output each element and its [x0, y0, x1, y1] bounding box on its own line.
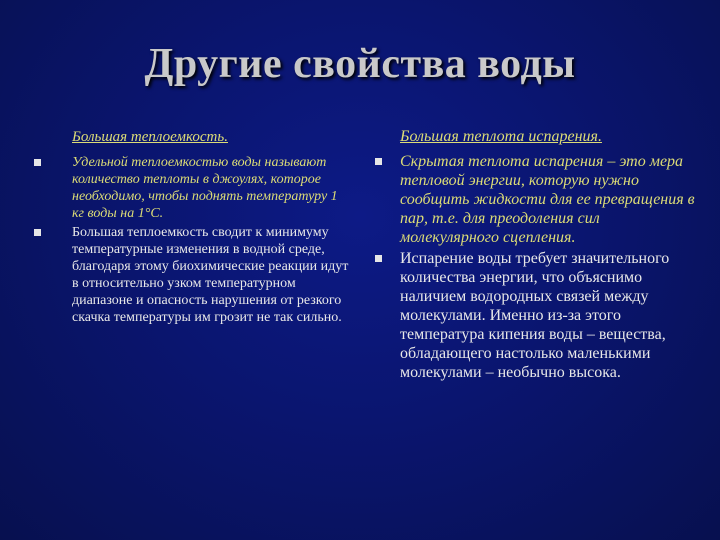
bullet-text: Удельной теплоемкостью воды называют количество теплоты в джоулях, которое необходимо, чтобы поднять температуру 1 кг воды на 1°С.: [72, 155, 338, 221]
list-item: [360, 249, 720, 382]
list-item: [0, 154, 360, 222]
bullet-icon: [375, 158, 382, 165]
bullet-icon: [375, 255, 382, 262]
left-subheading: Большая теплоемкость.: [72, 129, 228, 145]
list-item: [360, 152, 720, 247]
bullet-icon: [34, 229, 41, 236]
bullet-text: Большая теплоемкость сводит к минимуму температурные изменения в водной среде, благодаря этому биохимические реакции идут в относительно узком температурном диапазоне и опасность нарушения от резкого скачка температуры им грозит не так сильно.: [72, 225, 349, 325]
bullet-text: Испарение воды требует значительного количества энергии, что объяснимо наличием водородных связей между молекулами. Именно из-за этого температура кипения воды – вещества, обладающего настолько маленькими молекулами – необычно высока.: [400, 250, 670, 381]
list-item: [0, 224, 360, 326]
slide-title: Другие свойства воды: [144, 41, 576, 87]
right-column: [360, 128, 720, 382]
bullet-icon: [34, 159, 41, 166]
left-column: [0, 128, 360, 326]
right-subheading: Большая теплота испарения.: [400, 128, 602, 145]
bullet-text: Скрытая теплота испарения – это мера тепловой энергии, которую нужно сообщить жидкости для ее превращения в пар, т.е. для преодоления сил молекулярного сцепления.: [400, 153, 695, 246]
